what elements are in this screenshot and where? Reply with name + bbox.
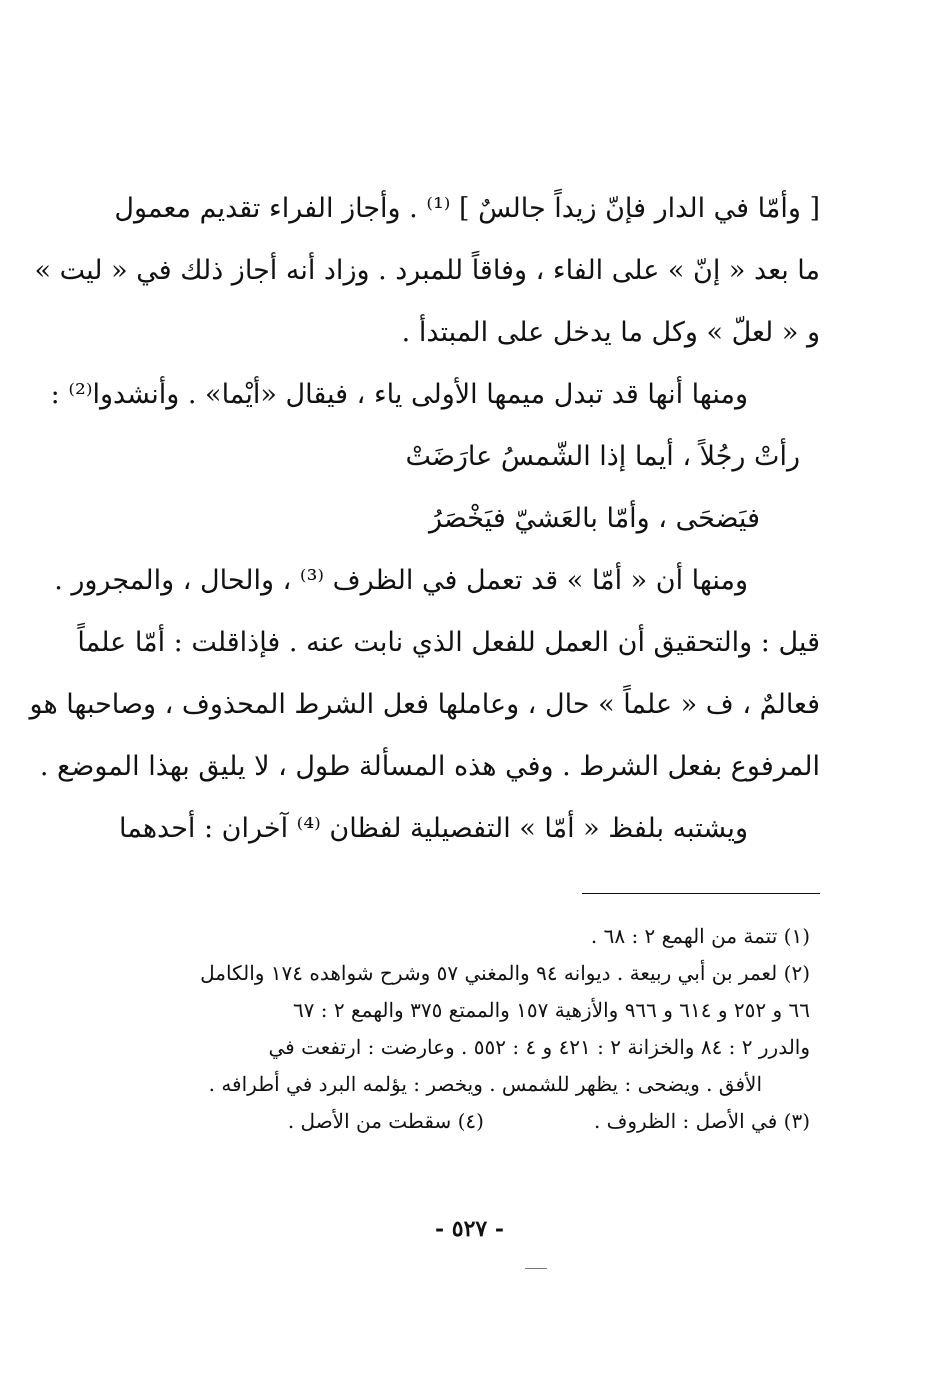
- verse-first-hemistich: رأتْ رجُلاً ، أيما إذا الشّمسُ عارَضَتْ: [405, 441, 800, 472]
- bottom-mark: [525, 1268, 547, 1269]
- footnote-3: (٣) في الأصل : الظروف .: [593, 1109, 810, 1133]
- footnote-2-line: ٦٦ و ٢٥٢ و ٦١٤ و ٩٦٦ والأزهية ١٥٧ والممتع ٣٧٥ والهمع ٢ : ٦٧: [292, 998, 810, 1022]
- text-line: المرفوع بفعل الشرط . وفي هذه المسألة طول ، لا يليق بهذا الموضع .: [39, 751, 820, 782]
- text-line: ويشتبه بلفظ « أمّا » التفصيلية لفظان ⁽⁴⁾ آخران : أحدهما: [118, 813, 748, 844]
- text-line: ومنها أن « أمّا » قد تعمل في الظرف ⁽³⁾ ، والحال ، والمجرور .: [54, 565, 748, 596]
- footnotes-3-4-row: [180, 1103, 810, 1140]
- text-line: [ وأمّا في الدار فإنّ زيداً جالسٌ ] ⁽¹⁾ . وأجاز الفراء تقديم معمول: [114, 193, 820, 224]
- text-line: ومنها أنها قد تبدل ميمها الأولى ياء ، فيقال «أيْما» . وأنشدوا⁽²⁾ :: [50, 379, 748, 410]
- footnote-4: (٤) سقطت من الأصل .: [287, 1109, 484, 1133]
- text-line: فعالمٌ ، ف « علماً » حال ، وعاملها فعل الشرط المحذوف ، وصاحبها هو: [29, 689, 820, 720]
- footnote-2-line: (٢) لعمر بن أبي ربيعة . ديوانه ٩٤ والمغني ٥٧ وشرح شواهده ١٧٤ والكامل: [200, 961, 810, 985]
- footnotes: [180, 918, 810, 1140]
- footnote-2-line: الأفق . ويضحى : يظهر للشمس . ويخصر : يؤلمه البرد في أطرافه .: [208, 1072, 762, 1096]
- text-line: و « لعلّ » وكل ما يدخل على المبتدأ .: [401, 317, 820, 348]
- footnote-2-line: والدرر ٢ : ٨٤ والخزانة ٢ : ٤٢١ و ٤ : ٥٥٢ . وعارضت : ارتفعت في: [268, 1035, 810, 1059]
- verse-second-hemistich: فيَضحَى ، وأمّا بالعَشيّ فيَخْصَرُ: [428, 503, 760, 534]
- main-text: [29, 178, 820, 860]
- text-line: ما بعد « إنّ » على الفاء ، وفاقاً للمبرد . وزاد أنه أجاز ذلك في « ليت »: [34, 255, 820, 286]
- footnote-separator: [582, 893, 820, 894]
- page-number: - ٥٢٧ -: [434, 1216, 505, 1242]
- text-line: قيل : والتحقيق أن العمل للفعل الذي نابت عنه . فإذاقلت : أمّا علماً: [77, 627, 820, 658]
- footnote-1: (١) تتمة من الهمع ٢ : ٦٨ .: [590, 924, 810, 948]
